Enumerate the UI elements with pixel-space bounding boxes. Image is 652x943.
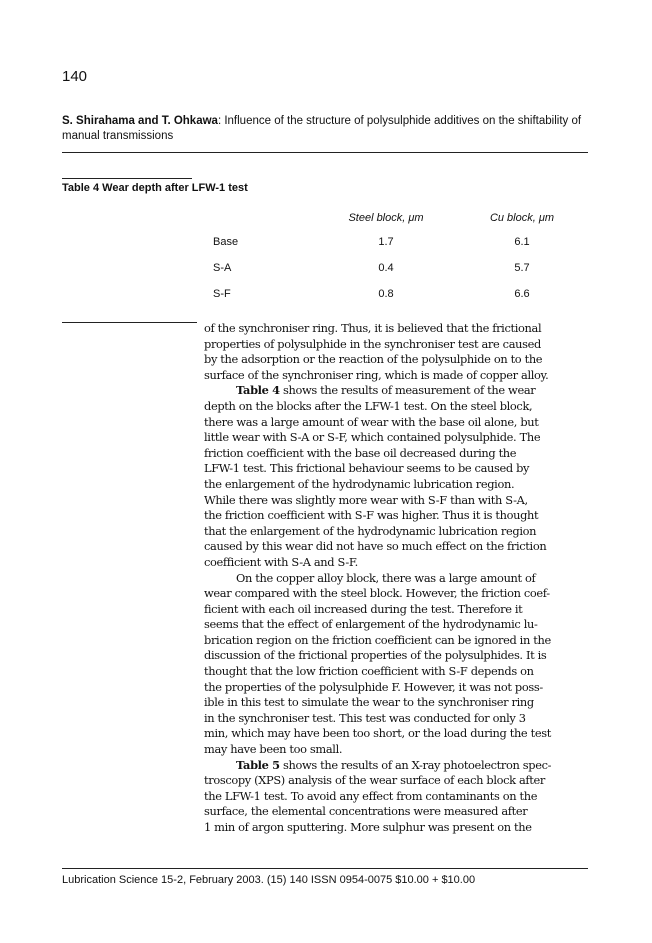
- cell-s-a-cu: 5.7: [514, 262, 530, 274]
- body-line: ible in this test to simulate the wear to the synchroniser ring: [204, 695, 534, 710]
- body-line: brication region on the friction coefficient can be ignored in the: [204, 632, 551, 647]
- table-caption: Table 4 Wear depth after LFW-1 test: [62, 182, 248, 194]
- body-line: 1 min of argon sputtering. More sulphur was present on the: [204, 820, 532, 834]
- body-line: coefficient with S-A and S-F.: [204, 554, 358, 569]
- column-header-steel: Steel block, μm: [348, 212, 424, 224]
- footer-rule: [62, 868, 588, 869]
- body-line: properties of polysulphide in the synchroniser test are caused: [204, 336, 541, 351]
- running-header: [62, 114, 592, 144]
- body-line: surface of the synchroniser ring, which is made of copper alloy.: [204, 367, 549, 382]
- body-line: there was a large amount of wear with the base oil alone, but: [204, 414, 539, 429]
- body-line: in the synchroniser test. This test was conducted for only 3: [204, 710, 526, 725]
- table-4-reference: Table 4: [236, 383, 280, 398]
- column-header-cu: Cu block, μm: [489, 212, 555, 224]
- table-5-reference: Table 5: [236, 757, 280, 772]
- body-line: that the enlargement of the hydrodynamic lubrication region: [204, 523, 537, 538]
- body-line: seems that the effect of enlargement of the hydrodynamic lu-: [204, 617, 538, 632]
- body-line: caused by this wear did not have so much effect on the friction: [204, 539, 547, 554]
- body-line: of the synchroniser ring. Thus, it is believed that the frictional: [204, 321, 542, 335]
- body-line: by the adsorption or the reaction of the polysulphide on to the: [204, 352, 543, 367]
- cell-s-f-steel: 0.8: [378, 288, 394, 300]
- cell-s-f-cu: 6.6: [514, 288, 530, 300]
- body-line: little wear with S-A or S-F, which contained polysulphide. The: [204, 430, 541, 445]
- body-line: min, which may have been too short, or the load during the test: [204, 726, 551, 741]
- body-line: thought that the low friction coefficient with S-F depends on: [204, 664, 534, 679]
- body-line: On the copper alloy block, there was a large amount of: [236, 570, 536, 585]
- body-line: LFW-1 test. This frictional behaviour seems to be caused by: [204, 461, 530, 476]
- body-line: troscopy (XPS) analysis of the wear surface of each block after: [204, 773, 546, 788]
- row-label-s-a: S-A: [213, 262, 232, 274]
- body-line: the properties of the polysulphide F. However, it was not poss-: [204, 679, 543, 694]
- body-line: depth on the blocks after the LFW-1 test. On the steel block,: [204, 398, 533, 413]
- cell-base-cu: 6.1: [514, 236, 530, 248]
- row-label-base: Base: [213, 236, 239, 248]
- header-rule: [62, 152, 588, 153]
- body-line: While there was slightly more wear with S-F than with S-A,: [204, 492, 528, 507]
- table-bottom-rule: [62, 322, 197, 323]
- table-top-rule: [62, 178, 192, 179]
- body-line: may have been too small.: [204, 742, 343, 757]
- body-text: [204, 321, 588, 836]
- cell-s-a-steel: 0.4: [378, 262, 394, 274]
- body-line: wear compared with the steel block. However, the friction coef-: [204, 586, 550, 601]
- header-title: : Influence of the structure of polysulphide additives on the shiftability of manual transmissions: [62, 115, 582, 142]
- body-line: the LFW-1 test. To avoid any effect from contaminants on the: [204, 788, 538, 803]
- page-footer: Lubrication Science 15-2, February 2003. (15) 140 ISSN 0954-0075 $10.00 + $10.00: [62, 874, 476, 886]
- body-line: Table 5 shows the results of an X-ray photoelectron spec-: [236, 757, 552, 772]
- body-line: ficient with each oil increased during the test. Therefore it: [204, 601, 523, 616]
- body-line: discussion of the frictional properties of the polysulphides. It is: [204, 648, 547, 663]
- row-label-s-f: S-F: [213, 288, 231, 300]
- page-number: 140: [62, 68, 88, 85]
- body-line: the friction coefficient with S-F was higher. Thus it is thought: [204, 508, 539, 523]
- header-authors: S. Shirahama and T. Ohkawa: [62, 115, 218, 127]
- body-line: surface, the elemental concentrations were measured after: [204, 804, 528, 819]
- body-line: Table 4 shows the results of measurement of the wear: [236, 383, 536, 398]
- cell-base-steel: 1.7: [378, 236, 394, 248]
- body-line: the enlargement of the hydrodynamic lubrication region.: [204, 476, 515, 491]
- body-line: friction coefficient with the base oil decreased during the: [204, 445, 517, 460]
